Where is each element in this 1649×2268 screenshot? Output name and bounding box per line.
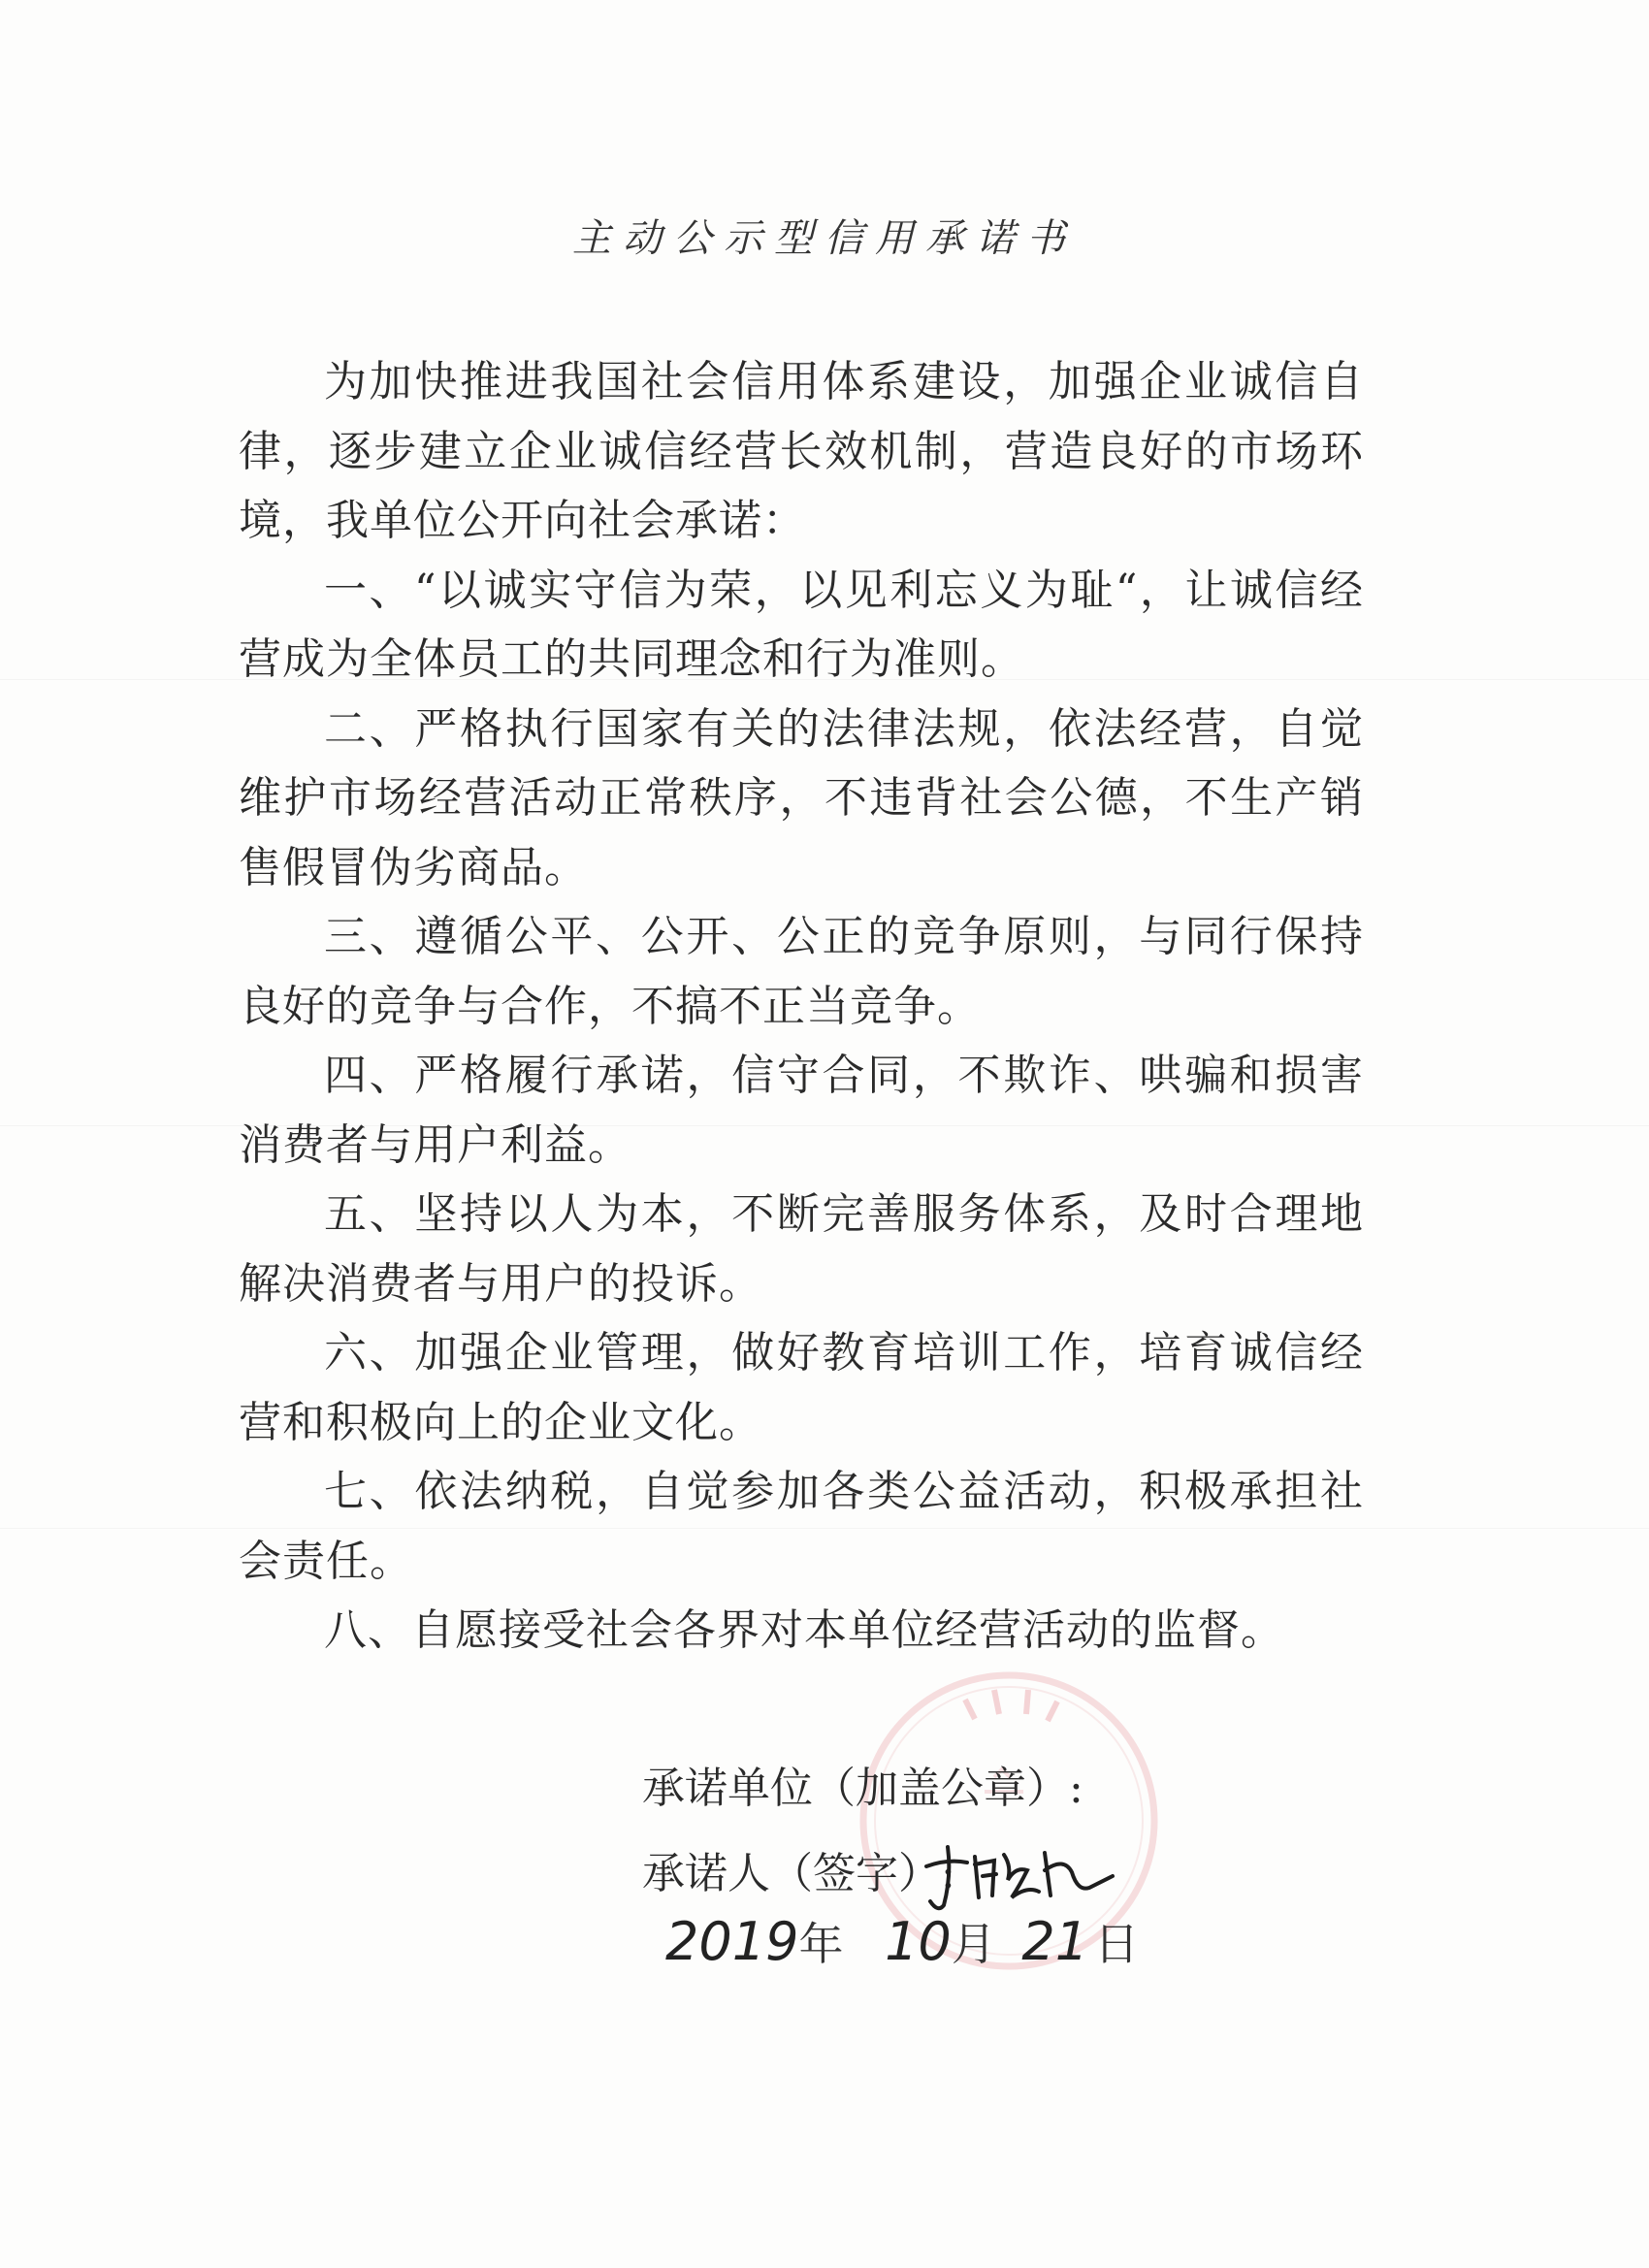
date-day: 21 xyxy=(1021,1911,1089,1972)
signature-block xyxy=(642,1746,1083,1917)
document-body xyxy=(239,347,1364,1666)
commitment-item: 七、依法纳税，自觉参加各类公益活动，积极承担社会责任。 xyxy=(239,1467,1364,1586)
signing-date xyxy=(665,1909,1139,1973)
commitment-item: 一、“以诚实守信为荣，以见利忘义为耻“，让诚信经营成为全体员工的共同理念和行为准则。 xyxy=(239,565,1364,684)
date-year: 2019 xyxy=(665,1911,799,1972)
intro-paragraph: 为加快推进我国社会信用体系建设，加强企业诚信自律，逐步建立企业诚信经营长效机制，营造良好的市场环境，我单位公开向社会承诺： xyxy=(239,357,1364,545)
handwritten-signature xyxy=(919,1837,1122,1915)
committing-person-label: 承诺人（签字）: xyxy=(642,1849,955,1898)
committing-unit-label: 承诺单位（加盖公章）: xyxy=(642,1764,1083,1813)
date-day-unit: 日 xyxy=(1094,1918,1140,1970)
commitment-item: 二、严格执行国家有关的法律法规，依法经营，自觉维护市场经营活动正常秩序，不违背社会公德，不生产销售假冒伪劣商品。 xyxy=(239,703,1364,892)
committing-unit-line xyxy=(642,1746,1083,1831)
commitment-item: 八、自愿接受社会各界对本单位经营活动的监督。 xyxy=(324,1605,1284,1655)
commitment-item: 六、加强企业管理，做好教育培训工作，培育诚信经营和积极向上的企业文化。 xyxy=(239,1328,1364,1447)
date-month: 10 xyxy=(885,1911,952,1972)
committing-person-line xyxy=(642,1831,1083,1917)
commitment-item: 五、坚持以人为本，不断完善服务体系，及时合理地解决消费者与用户的投诉。 xyxy=(239,1189,1364,1309)
document-title: 主动公示型信用承诺书 xyxy=(572,216,1077,261)
date-year-unit: 年 xyxy=(798,1918,844,1970)
date-month-unit: 月 xyxy=(951,1918,996,1970)
commitment-item: 四、严格履行承诺，信守合同，不欺诈、哄骗和损害消费者与用户利益。 xyxy=(239,1051,1364,1170)
commitment-item: 三、遵循公平、公开、公正的竞争原则，与同行保持良好的竞争与合作，不搞不正当竞争。 xyxy=(239,912,1364,1031)
